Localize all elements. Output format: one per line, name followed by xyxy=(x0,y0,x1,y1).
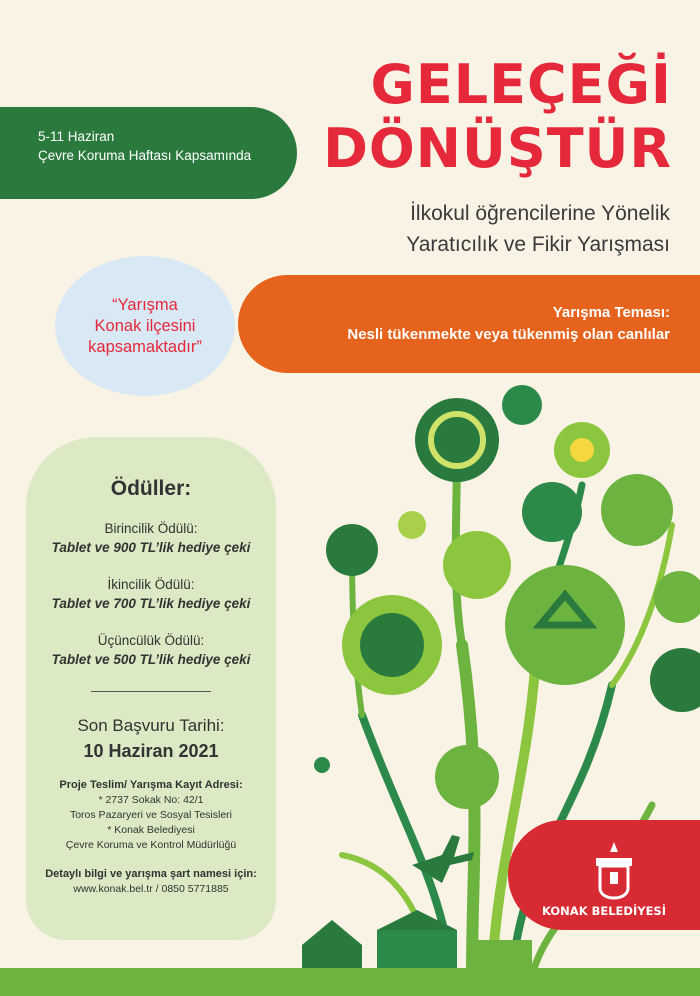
theme-value: Nesli tükenmekte veya tükenmiş olan canlılar xyxy=(347,326,670,343)
subtitle-line-2: Yaratıcılık ve Fikir Yarışması xyxy=(406,233,670,256)
globe-circle xyxy=(502,385,542,425)
konak-logo-label: KONAK BELEDİYESİ xyxy=(542,904,666,918)
divider xyxy=(91,691,211,692)
recycle-circle-top xyxy=(415,398,499,482)
theme-banner xyxy=(238,275,700,373)
bicycle-circle xyxy=(522,482,582,542)
week-description: Çevre Koruma Haftası Kapsamında xyxy=(38,148,252,163)
title-line-1: GELEÇEĞİ xyxy=(370,53,672,116)
subtitle-line-1: İlkokul öğrencilerine Yönelik xyxy=(410,202,670,225)
prize-label-2: İkincilik Ödülü: xyxy=(107,577,195,592)
globe-circle-left xyxy=(326,524,378,576)
prizes-heading: Ödüller: xyxy=(110,477,192,500)
address-line-1: * 2737 Sokak No: 42/1 xyxy=(98,794,204,806)
prize-value-3: Tablet ve 500 TL’lik hediye çeki xyxy=(51,652,251,667)
apple-icon xyxy=(398,511,426,539)
week-dates: 5-11 Haziran xyxy=(38,129,115,144)
quote-line-2: Konak ilçesini xyxy=(94,316,196,335)
info-contact: www.konak.bel.tr / 0850 5771885 xyxy=(73,883,229,895)
theme-label: Yarışma Teması: xyxy=(552,304,670,321)
deadline-label: Son Başvuru Tarihi: xyxy=(77,716,225,735)
recycle-circle-bottom xyxy=(435,745,499,809)
scope-quote-circle xyxy=(55,256,235,396)
ground-strip xyxy=(0,968,700,996)
prize-value-1: Tablet ve 900 TL’lik hediye çeki xyxy=(51,540,251,555)
address-line-3: * Konak Belediyesi xyxy=(107,824,195,836)
prize-label-1: Birincilik Ödülü: xyxy=(104,521,198,536)
title-line-2: DÖNÜŞTÜR xyxy=(323,117,672,180)
address-heading: Proje Teslim/ Yarışma Kayıt Adresi: xyxy=(59,779,243,791)
week-banner xyxy=(0,107,297,199)
quote-line-1: “Yarışma xyxy=(112,295,178,314)
leaf-circle xyxy=(601,474,673,546)
subtitle xyxy=(406,198,670,260)
prize-value-2: Tablet ve 700 TL’lik hediye çeki xyxy=(51,596,251,611)
smiley-circle xyxy=(443,531,511,599)
deadline-date: 10 Haziran 2021 xyxy=(83,741,219,761)
house-icon xyxy=(302,920,362,975)
konak-logo-badge xyxy=(508,820,700,930)
info-heading: Detaylı bilgi ve yarışma şart namesi için: xyxy=(45,868,257,880)
prizes-panel xyxy=(26,437,276,940)
quote-line-3: kapsamaktadır” xyxy=(88,337,202,356)
konak-emblem-icon xyxy=(590,838,638,900)
prize-label-3: Üçüncülük Ödülü: xyxy=(97,633,205,648)
address-line-2: Toros Pazaryeri ve Sosyal Tesisleri xyxy=(69,809,233,821)
tree-circle xyxy=(650,648,700,712)
address-line-4: Çevre Koruma ve Kontrol Müdürlüğü xyxy=(65,839,237,851)
